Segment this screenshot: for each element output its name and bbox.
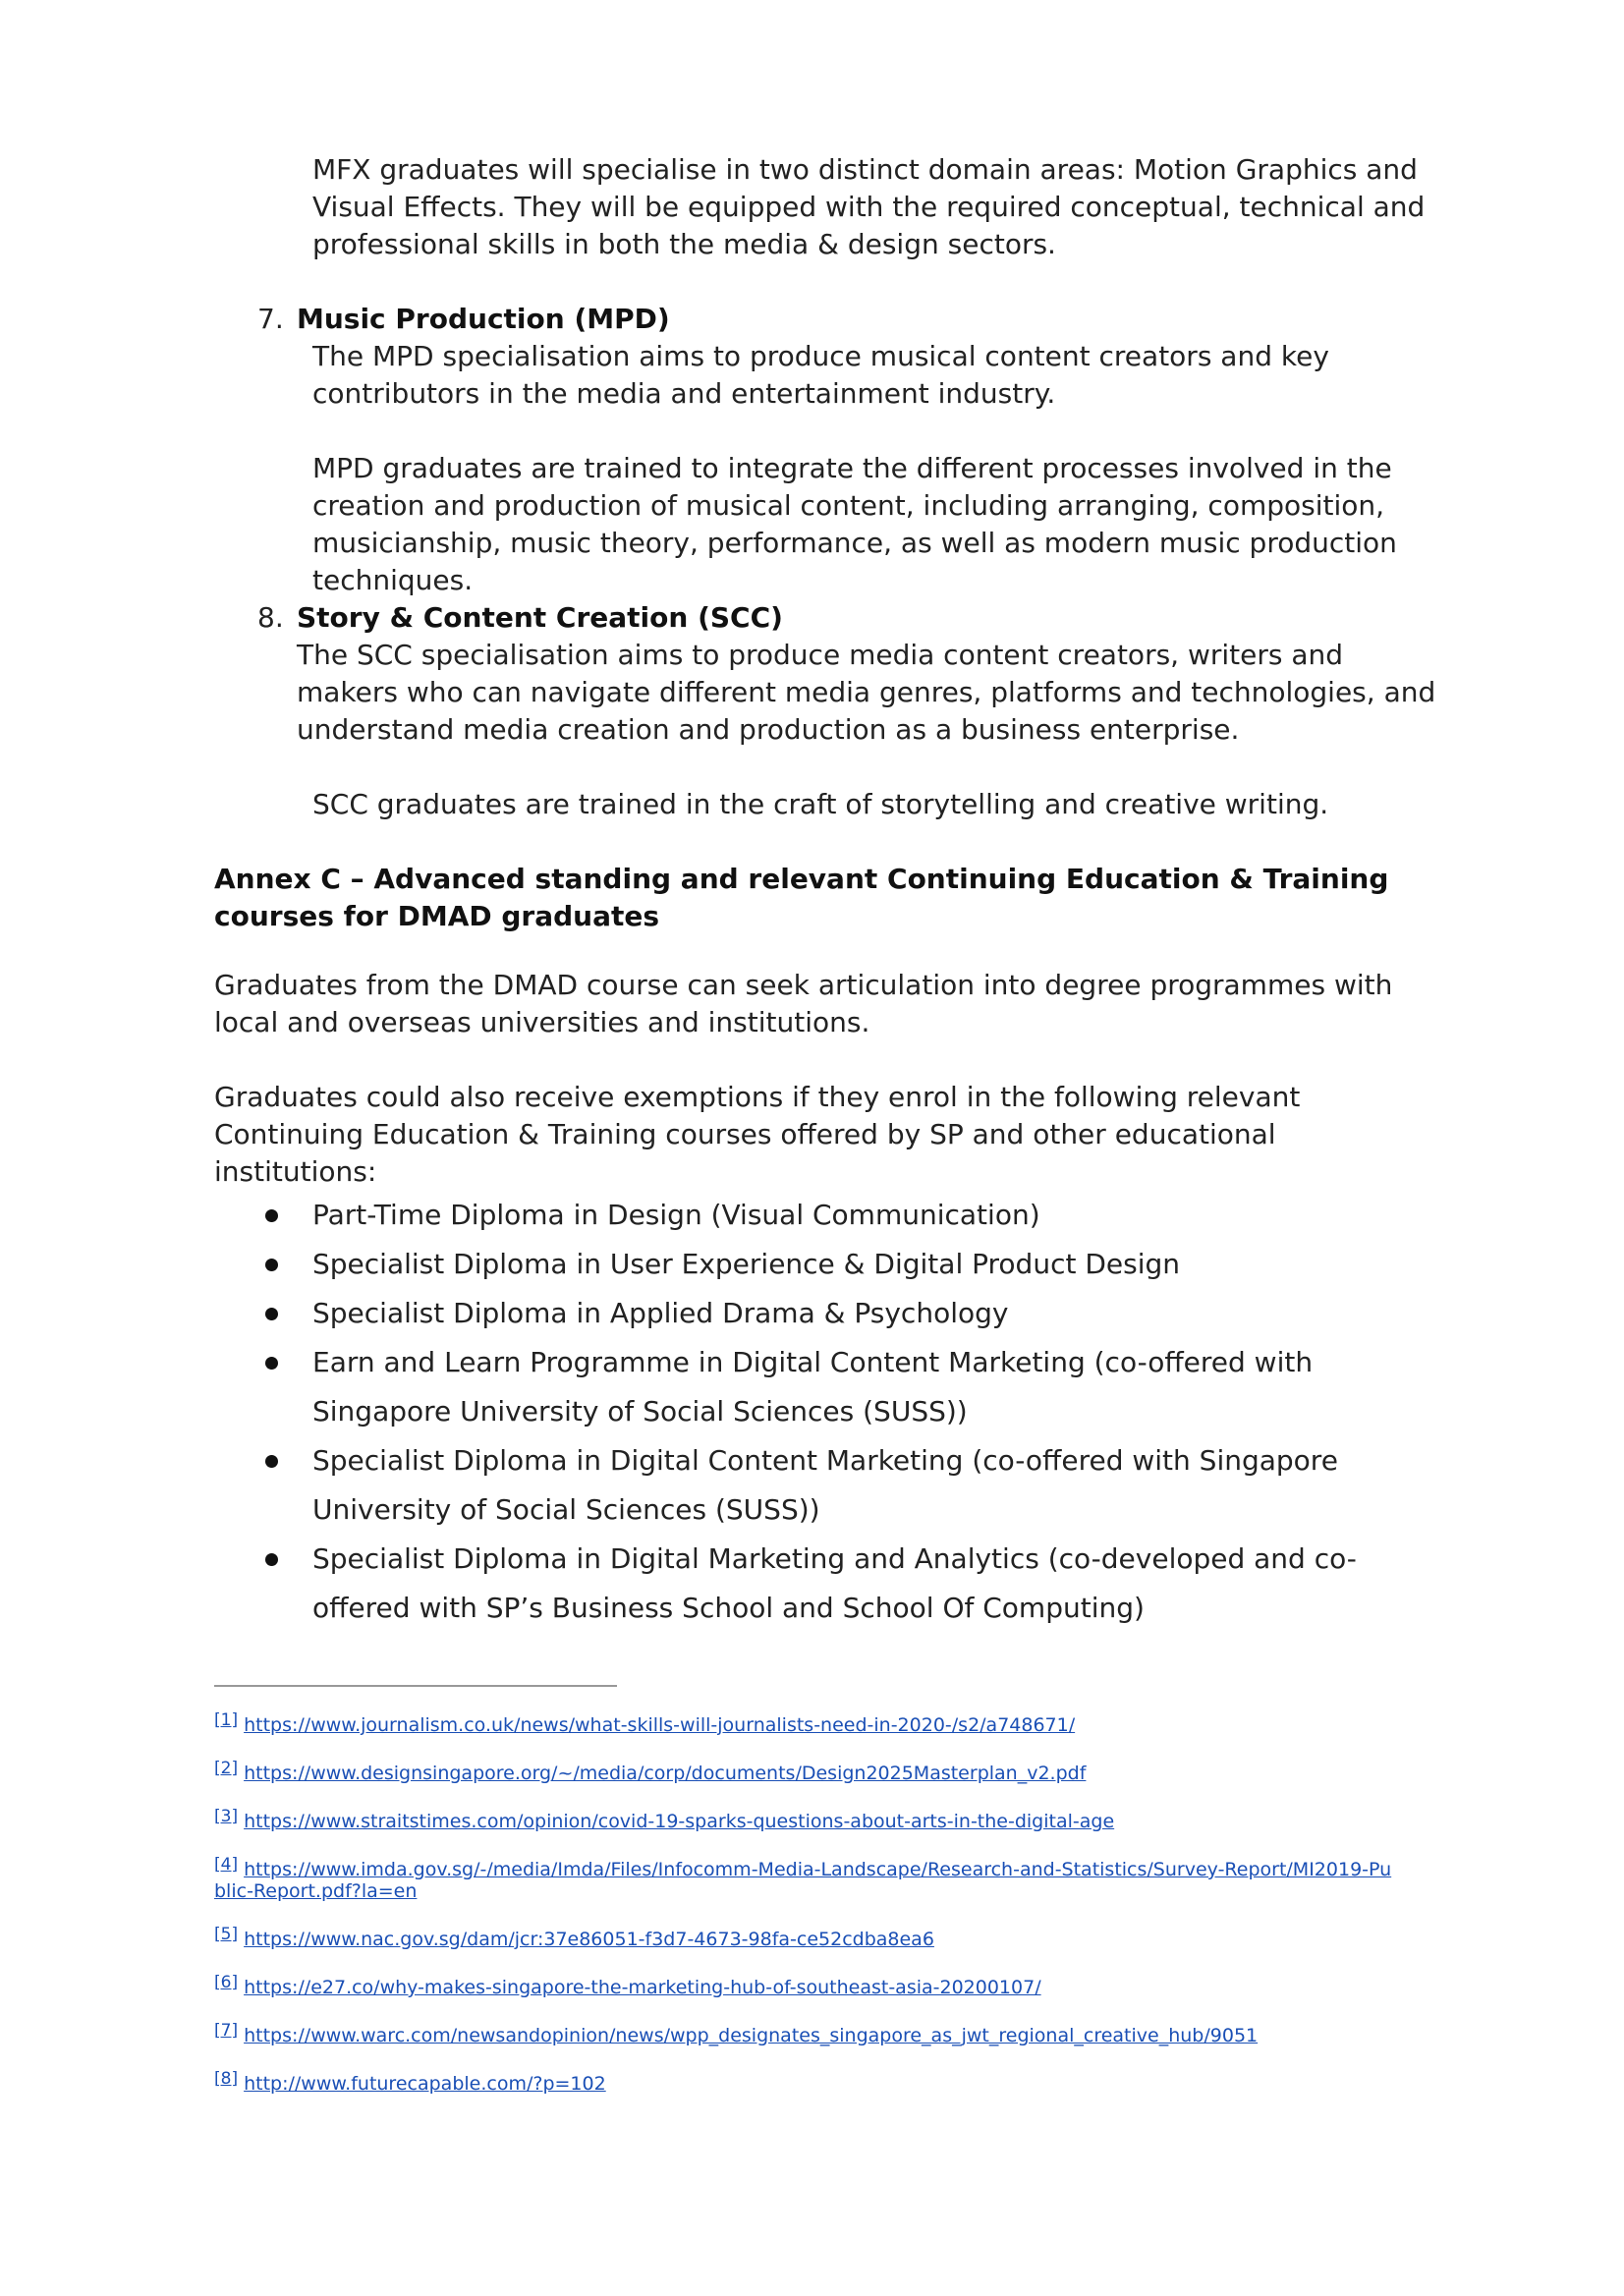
item-8-number: 8.	[257, 601, 284, 634]
list-item: Earn and Learn Programme in Digital Content Marketing (co-offered with Singapore University of Social Sciences (SUSS))	[265, 1338, 1444, 1436]
list-item: Specialist Diploma in User Experience & Digital Product Design	[265, 1240, 1444, 1289]
list-item: Specialist Diploma in Digital Content Marketing (co-offered with Singapore University of Social Sciences (SUSS))	[265, 1436, 1444, 1535]
footnotes	[214, 1709, 1393, 2116]
bullet-icon	[265, 1357, 278, 1370]
footnote	[214, 1924, 1393, 1950]
item-7-number: 7.	[257, 303, 284, 335]
list-item: Part-Time Diploma in Design (Visual Communication)	[265, 1191, 1444, 1240]
annex-c-heading: Annex C – Advanced standing and relevant Continuing Education & Training courses for DMAD graduates	[214, 863, 1389, 932]
footnote-link[interactable]: https://www.nac.gov.sg/dam/jcr:37e86051-f3d7-4673-98fa-ce52cdba8ea6	[244, 1929, 934, 1950]
footnote-link[interactable]: https://www.journalism.co.uk/news/what-skills-will-journalists-need-in-2020-/s2/a748671/	[244, 1714, 1076, 1736]
course-list	[265, 1191, 1444, 1633]
footnote-link[interactable]: https://www.designsingapore.org/~/media/corp/documents/Design2025Masterplan_v2.pdf	[244, 1763, 1087, 1784]
footnote-mark[interactable]: [4]	[214, 1855, 239, 1875]
footnote-mark[interactable]: [1]	[214, 1710, 239, 1730]
item-7-paragraph-2: MPD graduates are trained to integrate the different processes involved in the creation and production of musical content, including arranging, composition, musicianship, music theory, performance, as well as modern music production techniques.	[312, 452, 1397, 596]
footnote	[214, 1854, 1393, 1902]
footnote-link[interactable]: https://www.warc.com/newsandopinion/news/wpp_designates_singapore_as_jwt_regional_creative_hub/9051	[244, 2025, 1259, 2046]
item-8-paragraph-2: SCC graduates are trained in the craft of storytelling and creative writing.	[312, 788, 1329, 820]
footnote-mark[interactable]: [6]	[214, 1973, 239, 1992]
bullet-icon	[265, 1455, 278, 1468]
item-7-title: Music Production (MPD)	[297, 303, 670, 335]
footnote	[214, 1806, 1393, 1832]
item-8-title: Story & Content Creation (SCC)	[297, 601, 783, 634]
annex-paragraph-2: Graduates could also receive exemptions if they enrol in the following relevant Continuing Education & Training courses offered by SP and other educational institutions:	[214, 1081, 1301, 1188]
item-7-paragraph-1: The MPD specialisation aims to produce musical content creators and key contributors in the media and entertainment industry.	[312, 340, 1329, 410]
footnote-mark[interactable]: [5]	[214, 1925, 239, 1944]
footnote-mark[interactable]: [7]	[214, 2021, 239, 2041]
footnote	[214, 1709, 1393, 1736]
bullet-icon	[265, 1209, 278, 1222]
footnote	[214, 2068, 1393, 2095]
annex-paragraph-1: Graduates from the DMAD course can seek articulation into degree programmes with local and overseas universities and institutions.	[214, 969, 1393, 1038]
footnote	[214, 1972, 1393, 1998]
footnote-separator	[214, 1685, 617, 1687]
footnote	[214, 1758, 1393, 1784]
footnote-mark[interactable]: [8]	[214, 2069, 239, 2089]
bullet-icon	[265, 1308, 278, 1320]
footnote-link[interactable]: https://e27.co/why-makes-singapore-the-marketing-hub-of-southeast-asia-20200107/	[244, 1977, 1041, 1998]
footnote-mark[interactable]: [2]	[214, 1759, 239, 1778]
list-item: Specialist Diploma in Applied Drama & Psychology	[265, 1289, 1444, 1338]
footnote-mark[interactable]: [3]	[214, 1807, 239, 1826]
footnote-link[interactable]: https://www.imda.gov.sg/-/media/Imda/Files/Infocomm-Media-Landscape/Research-and-Statistics/Survey-Report/MI2019-Public-Report.pdf?la=en	[214, 1859, 1392, 1902]
list-item: Specialist Diploma in Digital Marketing and Analytics (co-developed and co-offered with SP’s Business School and School Of Computing)	[265, 1535, 1444, 1633]
bullet-icon	[265, 1259, 278, 1271]
footnote-link[interactable]: http://www.futurecapable.com/?p=102	[244, 2073, 606, 2095]
footnote-link[interactable]: https://www.straitstimes.com/opinion/covid-19-sparks-questions-about-arts-in-the-digital-age	[244, 1811, 1115, 1832]
mfx-paragraph: MFX graduates will specialise in two distinct domain areas: Motion Graphics and Visual Effects. They will be equipped with the required conceptual, technical and professional skills in both the media & design sectors.	[312, 153, 1426, 260]
footnote	[214, 2020, 1393, 2046]
bullet-icon	[265, 1553, 278, 1566]
item-8-paragraph-1: The SCC specialisation aims to produce media content creators, writers and makers who can navigate different media genres, platforms and technologies, and understand media creation and production as a business enterprise.	[297, 639, 1436, 746]
